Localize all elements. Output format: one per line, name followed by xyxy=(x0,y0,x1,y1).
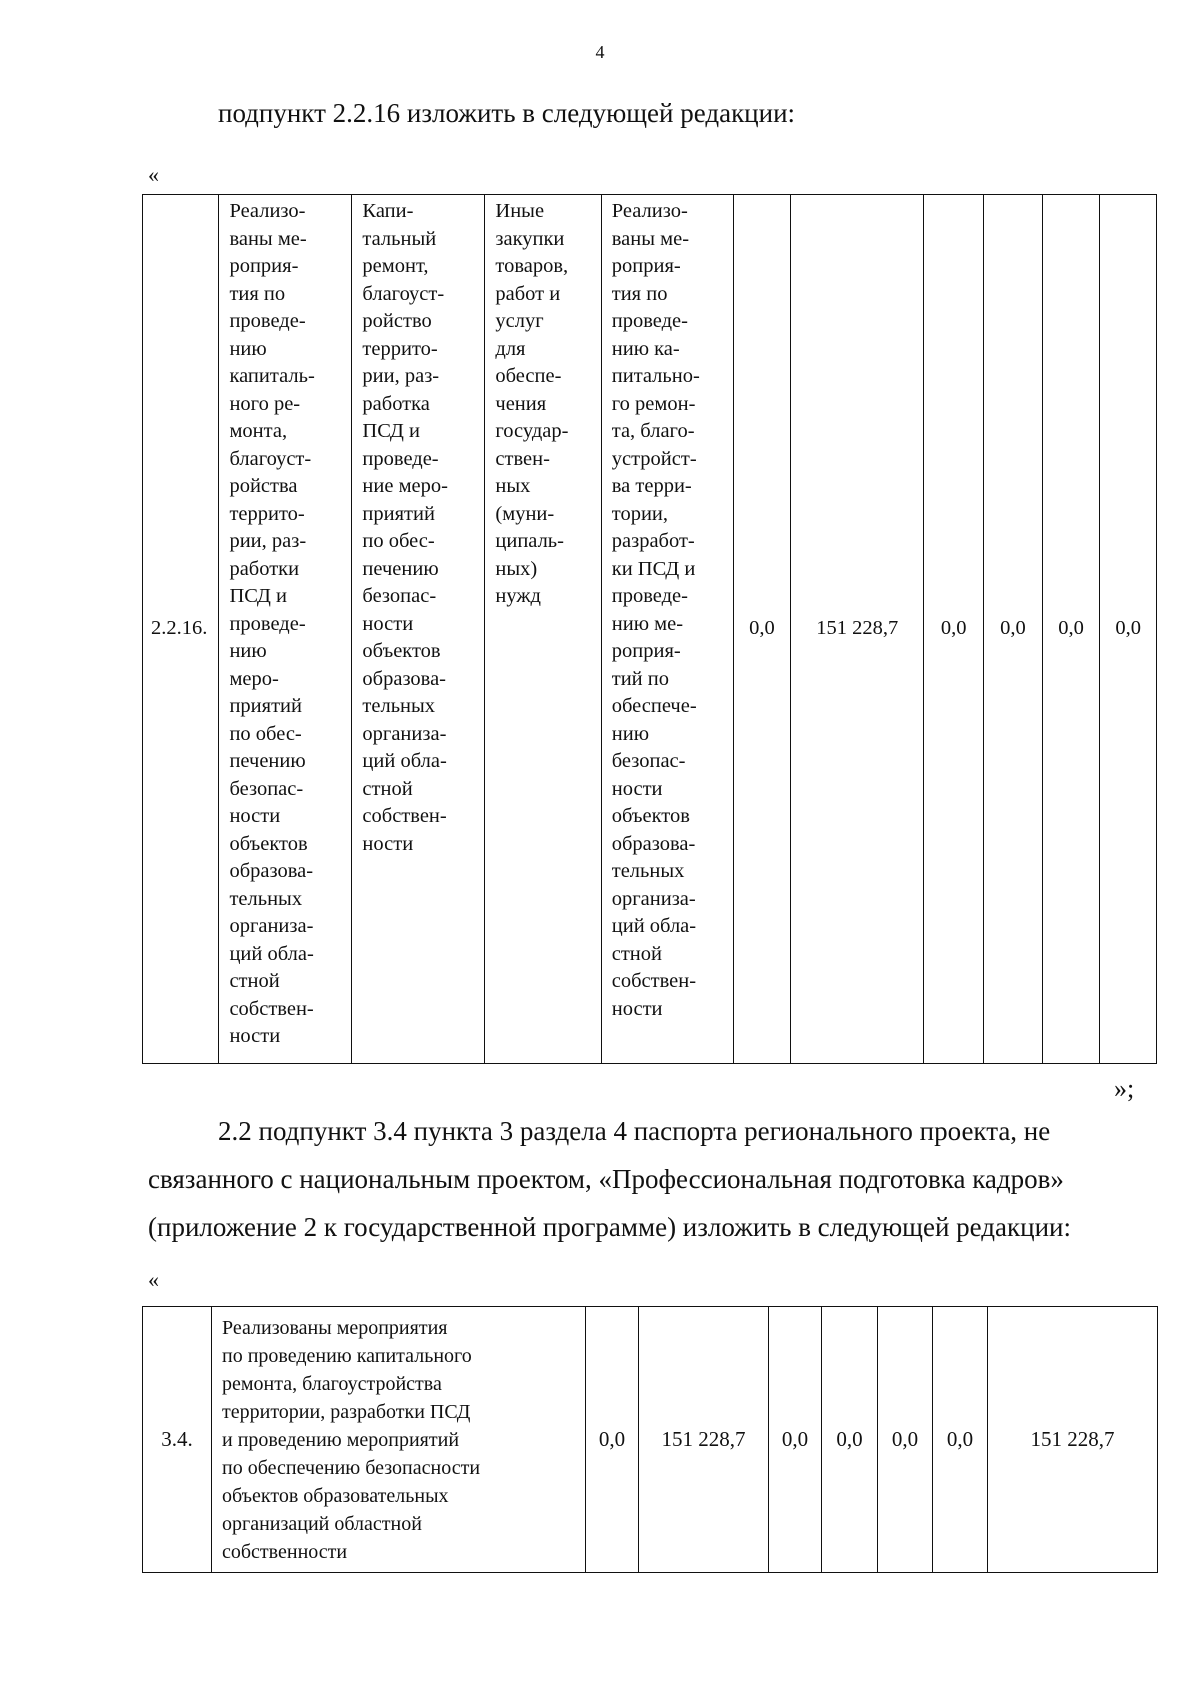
cell-text-line: ремонта, благоустройства xyxy=(222,1372,442,1395)
cell-text-line: нию ме- xyxy=(611,612,684,635)
cell-text-line: организа- xyxy=(229,915,314,937)
cell-text-line: стной xyxy=(229,970,280,992)
cell-text-line: по обес- xyxy=(229,722,302,745)
cell-text-line: нию xyxy=(229,640,267,662)
cell-text-line: ности xyxy=(229,1025,281,1047)
cell-text-line: государ- xyxy=(495,420,569,442)
cell-text-line: устройст- xyxy=(611,447,697,470)
cell-text-line: Реализованы мероприятия xyxy=(222,1316,448,1339)
cell-text-line: печению xyxy=(229,750,306,772)
table-item-3-4 xyxy=(142,1306,1158,1573)
cell-text-line: услуг xyxy=(495,310,544,332)
value-cell: 0,0 xyxy=(822,1307,878,1573)
cell-text-line: террито- xyxy=(229,502,305,525)
cell-text-line: образова- xyxy=(229,860,314,882)
cell-text-line: ности xyxy=(229,805,281,827)
cell-text-line: рии, раз- xyxy=(229,530,307,552)
paragraph-line: связанного с национальным проектом, «Профессиональная подготовка кадров» xyxy=(148,1164,1064,1194)
cell-text-line: организаций областной xyxy=(222,1512,422,1535)
cell-text-line: по обеспечению безопасности xyxy=(222,1456,481,1479)
row-code-cell: 2.2.16. xyxy=(143,195,219,1064)
cell-text-line: тельных xyxy=(229,887,303,910)
cell-text-line: роприя- xyxy=(611,640,681,662)
cell-text-line: питально- xyxy=(611,365,700,387)
cell-text-line: организа- xyxy=(362,722,447,745)
result-description-cell xyxy=(212,1307,586,1573)
cell-text-line: роприя- xyxy=(229,255,299,277)
closing-quote-1: »; xyxy=(1114,1074,1135,1103)
cell-text-line: проведе- xyxy=(611,310,688,332)
cell-text-line: нию xyxy=(611,722,650,745)
cell-text-line: благоуст- xyxy=(362,282,445,305)
cell-text-line: та, благо- xyxy=(611,420,695,442)
cell-text-line: рии, раз- xyxy=(362,365,440,387)
cell-text-line: го ремон- xyxy=(611,392,696,415)
cell-text-line: тальный xyxy=(362,227,437,250)
opening-quote-1: « xyxy=(148,162,159,187)
total-value-cell: 151 228,7 xyxy=(988,1307,1158,1573)
cell-text-line: образова- xyxy=(362,667,447,690)
work-type-cell xyxy=(352,195,485,1064)
cell-text-line: проведе- xyxy=(362,447,439,470)
paragraph-line: (приложение 2 к государственной программе) изложить в следующей редакции: xyxy=(148,1212,1071,1242)
cell-text-line: тории, xyxy=(611,502,669,525)
cell-text-line: приятий xyxy=(229,695,302,717)
cell-text-line: территории, разработки ПСД xyxy=(222,1400,471,1423)
cell-text-line: работки xyxy=(229,557,300,580)
result-description-cell xyxy=(219,195,352,1064)
cell-text-line: благоуст- xyxy=(229,447,312,470)
cell-text-line: ций обла- xyxy=(611,915,697,937)
cell-text-line: обеспече- xyxy=(611,695,697,717)
cell-text-line: работ и xyxy=(495,282,561,305)
cell-text-line: проведе- xyxy=(229,612,306,635)
cell-text-line: Реализо- xyxy=(611,200,688,222)
cell-text-line: ремонт, xyxy=(362,255,429,277)
cell-text-line: ных xyxy=(495,475,531,497)
cell-text-line: объектов xyxy=(229,832,308,855)
cell-text-line: проведе- xyxy=(611,585,688,607)
value-cell: 151 228,7 xyxy=(791,195,924,1064)
cell-text-line: закупки xyxy=(495,227,565,250)
cell-text-line: ПСД и xyxy=(229,585,287,607)
cell-text-line: приятий xyxy=(362,502,435,525)
cell-text-line: тий по xyxy=(611,667,669,690)
cell-text-line: собственности xyxy=(222,1540,348,1563)
cell-text-line: монта, xyxy=(229,420,288,442)
cell-text-line: ройство xyxy=(362,310,432,332)
page-number: 4 xyxy=(595,42,605,62)
value-cell: 0,0 xyxy=(733,195,791,1064)
cell-text-line: для xyxy=(495,337,526,360)
cell-text-line: ципаль- xyxy=(495,530,564,552)
table-row xyxy=(143,1307,1158,1573)
value-cell: 0,0 xyxy=(586,1307,639,1573)
cell-text-line: ности xyxy=(611,997,663,1020)
cell-text-line: безопас- xyxy=(611,750,686,772)
cell-text-line: объектов xyxy=(611,805,690,827)
cell-text-line: капиталь- xyxy=(229,365,315,387)
cell-text-line: Реализо- xyxy=(229,200,306,222)
value-cell: 0,0 xyxy=(933,1307,988,1573)
cell-text-line: проведе- xyxy=(229,310,306,332)
cell-text-line: стной xyxy=(611,942,662,965)
cell-text-line: разработ- xyxy=(611,530,695,552)
cell-text-line: (муни- xyxy=(495,502,555,525)
opening-quote-2: « xyxy=(148,1267,159,1292)
cell-text-line: образова- xyxy=(611,832,696,855)
cell-text-line: роприя- xyxy=(611,255,681,277)
row-code-cell: 3.4. xyxy=(143,1307,212,1573)
cell-text-line: ций обла- xyxy=(362,750,447,772)
cell-text-line: по обес- xyxy=(362,530,435,552)
paragraph-line: 2.2 подпункт 3.4 пункта 3 раздела 4 паспорта регионального проекта, не xyxy=(218,1116,1051,1146)
cell-text-line: ных) xyxy=(495,557,538,580)
cell-text-line: нужд xyxy=(495,585,541,607)
cell-text-line: работка xyxy=(362,392,430,415)
expense-type-cell xyxy=(485,195,601,1064)
cell-text-line: ности xyxy=(362,612,414,635)
cell-text-line: террито- xyxy=(362,337,438,360)
paragraph-2-2 xyxy=(148,1107,1136,1251)
cell-text-line: ваны ме- xyxy=(611,227,690,250)
cell-text-line: тельных xyxy=(362,695,436,717)
cell-text-line: ройства xyxy=(229,475,298,497)
cell-text-line: организа- xyxy=(611,887,696,910)
cell-text-line: нию ка- xyxy=(611,337,680,360)
cell-text-line: нию xyxy=(229,337,267,360)
cell-text-line: безопас- xyxy=(362,585,437,607)
value-cell: 0,0 xyxy=(1100,195,1157,1064)
cell-text-line: Иные xyxy=(495,200,545,222)
table-subitem-2-2-16 xyxy=(142,194,1157,1064)
cell-text-line: Капи- xyxy=(362,200,414,222)
table-row xyxy=(143,195,1157,1064)
value-cell: 0,0 xyxy=(878,1307,933,1573)
cell-text-line: товаров, xyxy=(495,255,569,277)
cell-text-line: ций обла- xyxy=(229,942,314,965)
cell-text-line: тия по xyxy=(611,282,668,305)
cell-text-line: ности xyxy=(611,777,663,800)
cell-text-line: и проведению мероприятий xyxy=(222,1428,460,1451)
cell-text-line: безопас- xyxy=(229,777,304,800)
cell-text-line: меро- xyxy=(229,667,279,690)
value-cell: 0,0 xyxy=(984,195,1043,1064)
cell-text-line: по проведению капитального xyxy=(222,1344,472,1367)
cell-text-line: ние меро- xyxy=(362,475,448,497)
value-cell: 151 228,7 xyxy=(639,1307,769,1573)
cell-text-line: ности xyxy=(362,832,414,855)
result-cell xyxy=(601,195,733,1064)
cell-text-line: ва терри- xyxy=(611,475,692,497)
value-cell: 0,0 xyxy=(924,195,984,1064)
cell-text-line: собствен- xyxy=(611,970,697,992)
cell-text-line: стной xyxy=(362,777,413,800)
cell-text-line: собствен- xyxy=(229,997,314,1020)
cell-text-line: ного ре- xyxy=(229,392,301,415)
intro-paragraph-1: подпункт 2.2.16 изложить в следующей редакции: xyxy=(218,98,796,128)
cell-text-line: ваны ме- xyxy=(229,227,307,250)
cell-text-line: собствен- xyxy=(362,805,447,827)
cell-text-line: тельных xyxy=(611,860,685,882)
cell-text-line: объектов xyxy=(362,640,441,662)
cell-text-line: ки ПСД и xyxy=(611,557,696,580)
value-cell: 0,0 xyxy=(1042,195,1100,1064)
value-cell: 0,0 xyxy=(769,1307,822,1573)
cell-text-line: тия по xyxy=(229,282,286,305)
cell-text-line: ствен- xyxy=(495,447,550,470)
cell-text-line: ПСД и xyxy=(362,420,420,442)
cell-text-line: печению xyxy=(362,557,439,580)
cell-text-line: чения xyxy=(495,392,547,415)
cell-text-line: объектов образовательных xyxy=(222,1484,449,1507)
cell-text-line: обеспе- xyxy=(495,365,562,387)
